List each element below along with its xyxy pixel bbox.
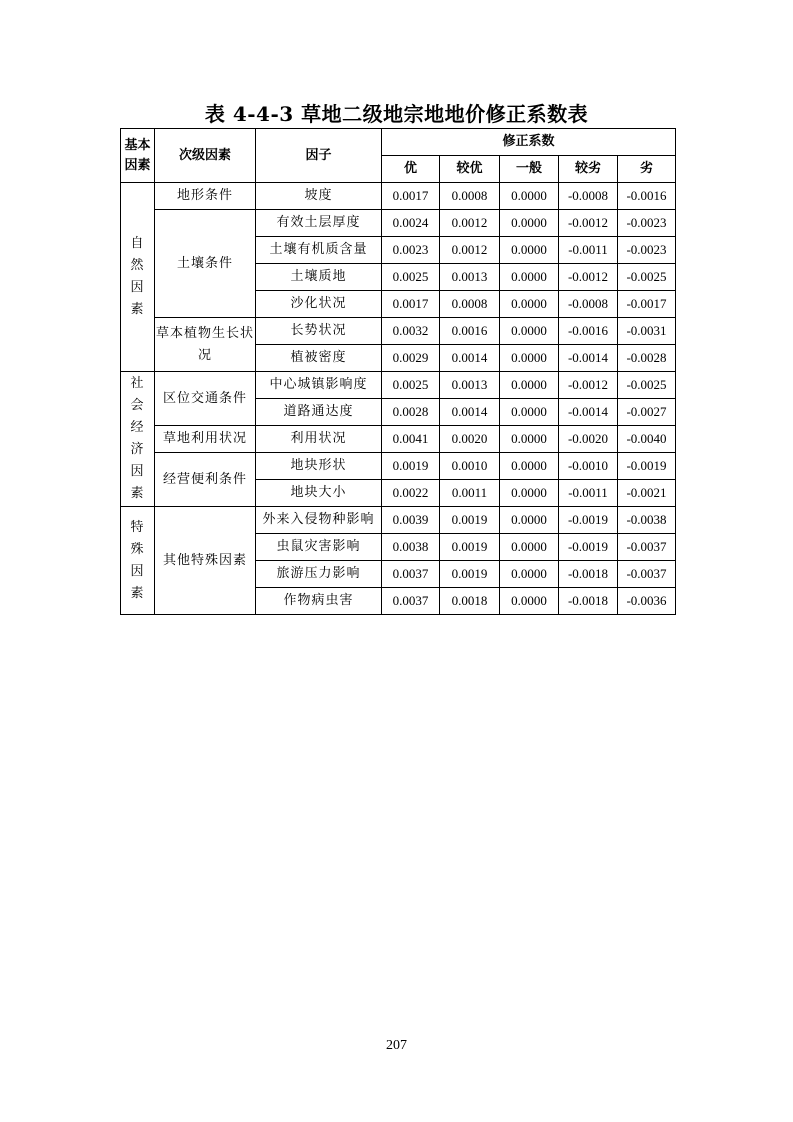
- coefficient-value: 0.0019: [440, 561, 500, 588]
- coefficient-value: 0.0000: [500, 291, 559, 318]
- coefficient-value: 0.0000: [500, 345, 559, 372]
- basic-factor-cell: 特殊因素: [121, 507, 155, 615]
- coefficient-value: 0.0029: [382, 345, 440, 372]
- coefficient-value: -0.0008: [559, 183, 618, 210]
- coefficient-value: -0.0012: [559, 264, 618, 291]
- coefficient-value: 0.0000: [500, 561, 559, 588]
- table-row: [121, 318, 676, 345]
- sub-factor-cell: 地形条件: [155, 183, 256, 210]
- coefficient-value: 0.0014: [440, 345, 500, 372]
- coefficient-value: 0.0014: [440, 399, 500, 426]
- coefficient-value: -0.0036: [618, 588, 676, 615]
- header-coefficient: 修正系数: [382, 129, 676, 156]
- factor-cell: 植被密度: [256, 345, 382, 372]
- coefficient-value: -0.0038: [618, 507, 676, 534]
- coefficient-value: -0.0018: [559, 588, 618, 615]
- coefficient-value: -0.0012: [559, 372, 618, 399]
- header-level-good: 较优: [440, 156, 500, 183]
- factor-cell: 有效土层厚度: [256, 210, 382, 237]
- coefficient-value: 0.0028: [382, 399, 440, 426]
- coefficient-value: 0.0000: [500, 588, 559, 615]
- coefficient-value: 0.0025: [382, 264, 440, 291]
- table-body: [121, 183, 676, 615]
- coefficient-value: 0.0008: [440, 291, 500, 318]
- coefficient-value: 0.0000: [500, 399, 559, 426]
- coefficient-value: -0.0012: [559, 210, 618, 237]
- coefficient-value: 0.0000: [500, 210, 559, 237]
- coefficient-value: 0.0019: [382, 453, 440, 480]
- factor-cell: 土壤质地: [256, 264, 382, 291]
- factor-cell: 利用状况: [256, 426, 382, 453]
- factor-cell: 坡度: [256, 183, 382, 210]
- factor-cell: 沙化状况: [256, 291, 382, 318]
- coefficient-value: 0.0020: [440, 426, 500, 453]
- factor-cell: 长势状况: [256, 318, 382, 345]
- header-basic-factor: 基本因素: [121, 129, 155, 183]
- factor-cell: 道路通达度: [256, 399, 382, 426]
- coefficient-value: -0.0011: [559, 237, 618, 264]
- coefficient-value: 0.0024: [382, 210, 440, 237]
- header-factor: 因子: [256, 129, 382, 183]
- coefficient-value: 0.0037: [382, 588, 440, 615]
- header-level-excellent: 优: [382, 156, 440, 183]
- coefficient-value: 0.0010: [440, 453, 500, 480]
- coefficient-table: [120, 128, 676, 615]
- coefficient-value: 0.0017: [382, 183, 440, 210]
- coefficient-value: 0.0000: [500, 183, 559, 210]
- coefficient-value: -0.0014: [559, 345, 618, 372]
- coefficient-value: 0.0017: [382, 291, 440, 318]
- coefficient-value: -0.0016: [559, 318, 618, 345]
- coefficient-value: 0.0022: [382, 480, 440, 507]
- coefficient-value: 0.0012: [440, 237, 500, 264]
- factor-cell: 土壤有机质含量: [256, 237, 382, 264]
- coefficient-value: 0.0023: [382, 237, 440, 264]
- table-title: 表 4-4-3 草地二级地宗地地价修正系数表: [204, 102, 589, 126]
- table-row: [121, 507, 676, 534]
- coefficient-value: 0.0000: [500, 480, 559, 507]
- coefficient-value: 0.0000: [500, 318, 559, 345]
- coefficient-value: 0.0000: [500, 534, 559, 561]
- coefficient-value: -0.0023: [618, 210, 676, 237]
- table-row: [121, 426, 676, 453]
- coefficient-value: -0.0018: [559, 561, 618, 588]
- coefficient-value: -0.0028: [618, 345, 676, 372]
- sub-factor-cell: 草本植物生长状况: [155, 318, 256, 372]
- coefficient-value: 0.0019: [440, 507, 500, 534]
- coefficient-value: -0.0010: [559, 453, 618, 480]
- coefficient-value: -0.0016: [618, 183, 676, 210]
- factor-cell: 作物病虫害: [256, 588, 382, 615]
- coefficient-value: -0.0023: [618, 237, 676, 264]
- sub-factor-cell: 土壤条件: [155, 210, 256, 318]
- coefficient-value: 0.0037: [382, 561, 440, 588]
- coefficient-value: 0.0000: [500, 426, 559, 453]
- basic-factor-cell: 社会经济因素: [121, 372, 155, 507]
- factor-cell: 旅游压力影响: [256, 561, 382, 588]
- header-sub-factor: 次级因素: [155, 129, 256, 183]
- sub-factor-cell: 草地利用状况: [155, 426, 256, 453]
- coefficient-value: 0.0000: [500, 453, 559, 480]
- table-row: [121, 210, 676, 237]
- basic-factor-cell: 自然因素: [121, 183, 155, 372]
- coefficient-value: -0.0037: [618, 561, 676, 588]
- coefficient-value: -0.0008: [559, 291, 618, 318]
- sub-factor-cell: 其他特殊因素: [155, 507, 256, 615]
- coefficient-value: 0.0000: [500, 507, 559, 534]
- factor-cell: 中心城镇影响度: [256, 372, 382, 399]
- coefficient-value: -0.0019: [559, 534, 618, 561]
- factor-cell: 虫鼠灾害影响: [256, 534, 382, 561]
- coefficient-value: 0.0011: [440, 480, 500, 507]
- coefficient-value: 0.0038: [382, 534, 440, 561]
- coefficient-value: -0.0025: [618, 264, 676, 291]
- coefficient-value: -0.0011: [559, 480, 618, 507]
- coefficient-value: 0.0016: [440, 318, 500, 345]
- sub-factor-cell: 经营便利条件: [155, 453, 256, 507]
- coefficient-value: 0.0000: [500, 237, 559, 264]
- coefficient-value: -0.0019: [618, 453, 676, 480]
- table-row: [121, 372, 676, 399]
- header-level-fair: 较劣: [559, 156, 618, 183]
- coefficient-value: -0.0017: [618, 291, 676, 318]
- table-row: [121, 183, 676, 210]
- coefficient-value: 0.0008: [440, 183, 500, 210]
- coefficient-value: 0.0012: [440, 210, 500, 237]
- coefficient-value: 0.0019: [440, 534, 500, 561]
- coefficient-value: 0.0025: [382, 372, 440, 399]
- coefficient-value: -0.0037: [618, 534, 676, 561]
- coefficient-value: -0.0019: [559, 507, 618, 534]
- page-number: 207: [386, 1038, 407, 1053]
- coefficient-value: 0.0013: [440, 264, 500, 291]
- coefficient-value: -0.0025: [618, 372, 676, 399]
- table-row: [121, 453, 676, 480]
- factor-cell: 地块形状: [256, 453, 382, 480]
- coefficient-value: 0.0041: [382, 426, 440, 453]
- header-level-poor: 劣: [618, 156, 676, 183]
- coefficient-value: 0.0013: [440, 372, 500, 399]
- coefficient-value: 0.0039: [382, 507, 440, 534]
- coefficient-value: 0.0032: [382, 318, 440, 345]
- factor-cell: 外来入侵物种影响: [256, 507, 382, 534]
- coefficient-value: 0.0000: [500, 372, 559, 399]
- coefficient-value: 0.0000: [500, 264, 559, 291]
- sub-factor-cell: 区位交通条件: [155, 372, 256, 426]
- coefficient-value: -0.0014: [559, 399, 618, 426]
- coefficient-value: 0.0018: [440, 588, 500, 615]
- coefficient-value: -0.0031: [618, 318, 676, 345]
- coefficient-value: -0.0021: [618, 480, 676, 507]
- factor-cell: 地块大小: [256, 480, 382, 507]
- coefficient-value: -0.0040: [618, 426, 676, 453]
- header-level-average: 一般: [500, 156, 559, 183]
- coefficient-value: -0.0027: [618, 399, 676, 426]
- coefficient-value: -0.0020: [559, 426, 618, 453]
